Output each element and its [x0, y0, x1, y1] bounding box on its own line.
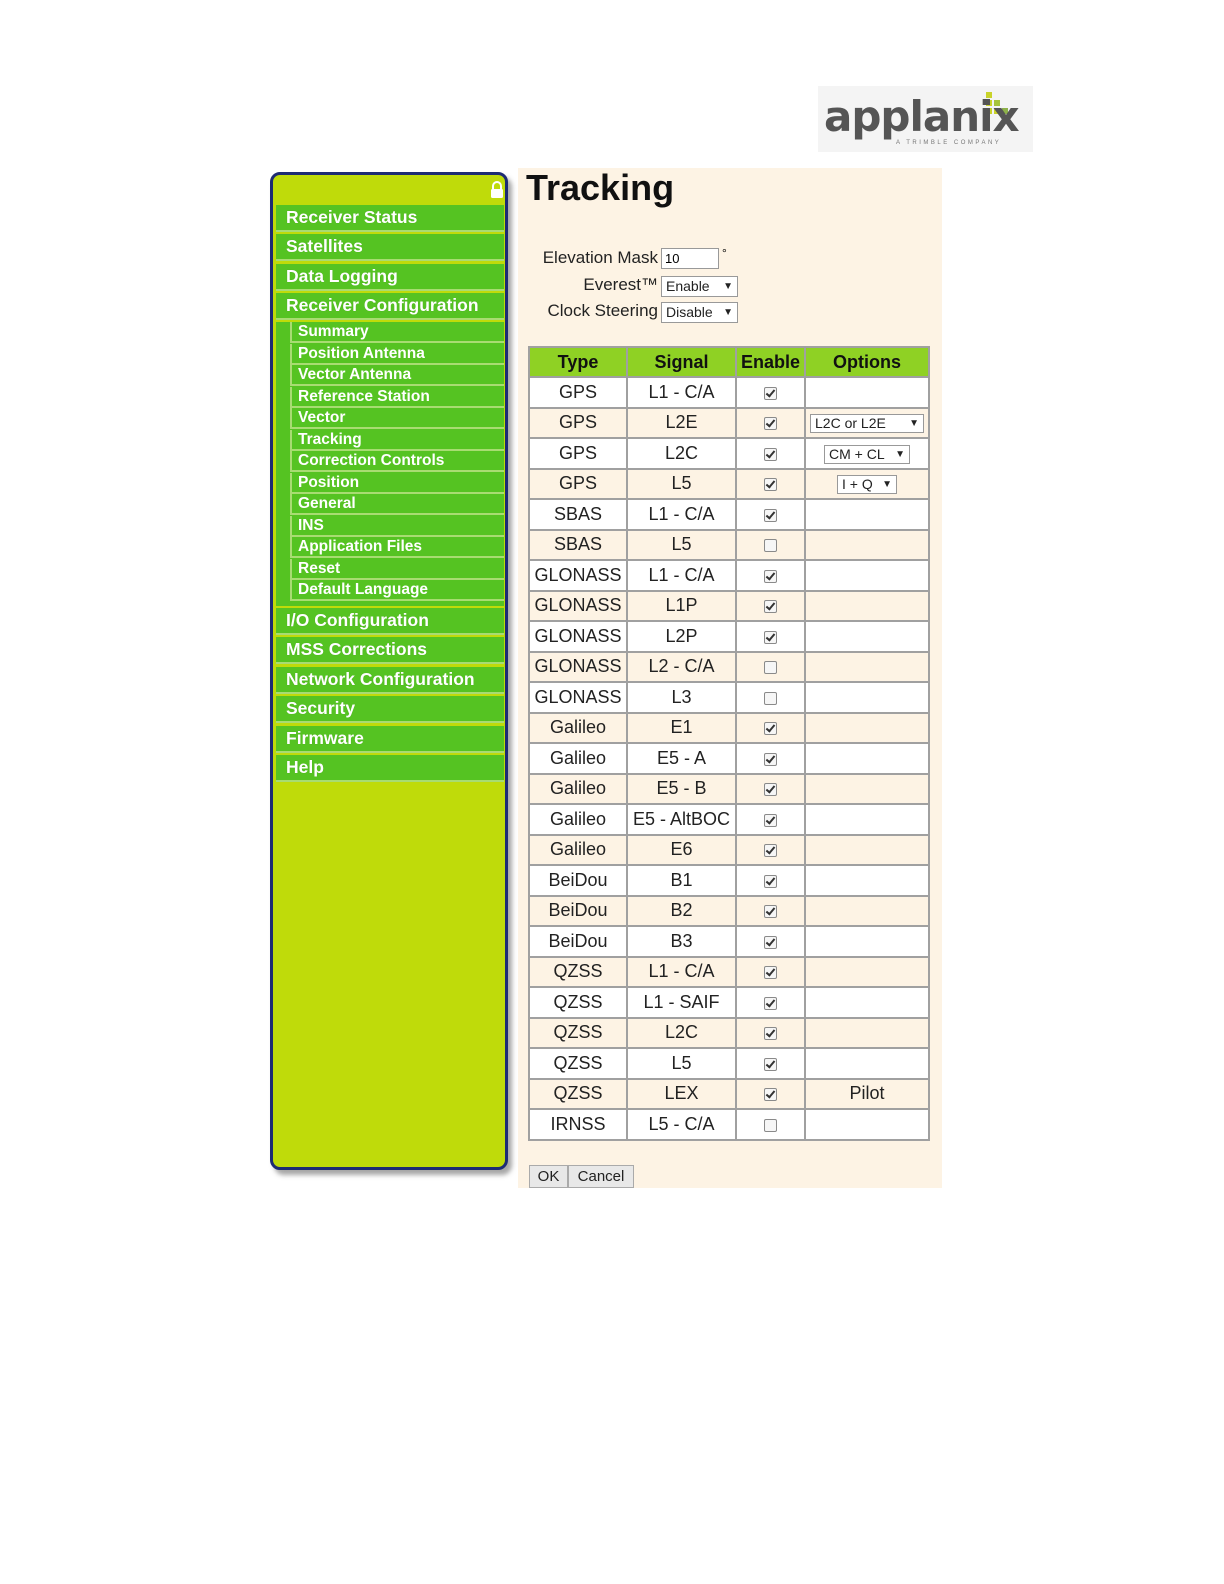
submenu-item-reference-station[interactable]: Reference Station: [290, 387, 504, 408]
column-header-type: Type: [529, 347, 627, 377]
submenu-item-general[interactable]: General: [290, 494, 504, 515]
cell-options: [805, 865, 929, 896]
sidebar-item-io-configuration[interactable]: I/O Configuration: [276, 608, 504, 635]
cell-signal: B2: [627, 896, 736, 927]
table-row: [529, 865, 929, 896]
enable-checkbox[interactable]: [764, 814, 777, 827]
table-row: [529, 926, 929, 957]
cell-signal: E5 - B: [627, 774, 736, 805]
cell-enable: [736, 469, 805, 500]
clock-steering-select[interactable]: [661, 302, 738, 323]
cell-type: Galileo: [529, 774, 627, 805]
sidebar-item-satellites[interactable]: Satellites: [276, 234, 504, 261]
cell-options: [805, 499, 929, 530]
cell-signal: L1 - C/A: [627, 560, 736, 591]
cell-signal: L5: [627, 530, 736, 561]
cell-options: [805, 743, 929, 774]
cell-signal: E5 - A: [627, 743, 736, 774]
cell-enable: [736, 774, 805, 805]
cell-options: [805, 438, 929, 469]
cell-enable: [736, 591, 805, 622]
cell-options: [805, 682, 929, 713]
cell-type: SBAS: [529, 530, 627, 561]
enable-checkbox[interactable]: [764, 936, 777, 949]
cell-signal: L5 - C/A: [627, 1109, 736, 1140]
cell-enable: [736, 438, 805, 469]
cell-options: [805, 1048, 929, 1079]
enable-checkbox[interactable]: [764, 783, 777, 796]
submenu-item-position[interactable]: Position: [290, 473, 504, 494]
cell-signal: L1 - C/A: [627, 957, 736, 988]
cell-type: QZSS: [529, 987, 627, 1018]
chevron-down-icon: ▼: [895, 448, 905, 460]
cell-enable: [736, 621, 805, 652]
cell-signal: L2P: [627, 621, 736, 652]
chevron-down-icon: ▼: [723, 281, 733, 292]
cell-type: GPS: [529, 438, 627, 469]
column-header-options: Options: [805, 347, 929, 377]
cell-enable: [736, 530, 805, 561]
cell-options: [805, 377, 929, 408]
sidebar-item-network-configuration[interactable]: Network Configuration: [276, 667, 504, 694]
chevron-down-icon: ▼: [909, 418, 919, 429]
cell-enable: [736, 743, 805, 774]
table-row: [529, 835, 929, 866]
enable-checkbox[interactable]: [764, 417, 777, 430]
submenu-item-position-antenna[interactable]: Position Antenna: [290, 344, 504, 365]
logo-tagline: A TRIMBLE COMPANY: [896, 140, 1002, 146]
cell-options: [805, 896, 929, 927]
cell-signal: L5: [627, 1048, 736, 1079]
cell-options: [805, 591, 929, 622]
table-row: [529, 957, 929, 988]
cell-signal: L1 - SAIF: [627, 987, 736, 1018]
cell-type: GLONASS: [529, 682, 627, 713]
table-row: [529, 499, 929, 530]
table-row: [529, 1079, 929, 1110]
cell-options: [805, 408, 929, 439]
enable-checkbox[interactable]: [764, 1058, 777, 1071]
cell-enable: [736, 804, 805, 835]
cell-options: [805, 713, 929, 744]
table-row: [529, 1048, 929, 1079]
cell-type: BeiDou: [529, 926, 627, 957]
cancel-button[interactable]: Cancel: [568, 1165, 634, 1188]
cell-options: [805, 804, 929, 835]
cell-options: [805, 469, 929, 500]
cell-type: SBAS: [529, 499, 627, 530]
column-header-enable: Enable: [736, 347, 805, 377]
cell-enable: [736, 408, 805, 439]
enable-checkbox[interactable]: [764, 1027, 777, 1040]
cell-type: Galileo: [529, 743, 627, 774]
cell-signal: L1 - C/A: [627, 377, 736, 408]
table-row: [529, 591, 929, 622]
cell-type: QZSS: [529, 1048, 627, 1079]
table-row: [529, 1018, 929, 1049]
enable-checkbox[interactable]: [764, 905, 777, 918]
table-row: [529, 377, 929, 408]
enable-checkbox[interactable]: [764, 875, 777, 888]
cell-options: [805, 957, 929, 988]
applanix-logo: [818, 86, 1033, 152]
cell-type: BeiDou: [529, 896, 627, 927]
options-select[interactable]: [824, 445, 910, 464]
enable-checkbox[interactable]: [764, 509, 777, 522]
everest-select-value: Enable: [666, 278, 710, 294]
options-select-value: CM + CL: [829, 445, 885, 462]
clock-steering-select-value: Disable: [666, 304, 713, 320]
enable-checkbox[interactable]: [764, 661, 777, 674]
main-content: [518, 168, 942, 1188]
table-row: [529, 774, 929, 805]
options-text: Pilot: [849, 1083, 885, 1104]
cell-type: GLONASS: [529, 621, 627, 652]
cell-options: [805, 774, 929, 805]
cell-type: QZSS: [529, 957, 627, 988]
cell-signal: L1P: [627, 591, 736, 622]
cell-enable: [736, 560, 805, 591]
cell-signal: L2C: [627, 1018, 736, 1049]
enable-checkbox[interactable]: [764, 692, 777, 705]
sidebar-item-help[interactable]: Help: [276, 755, 504, 782]
enable-checkbox[interactable]: [764, 1088, 777, 1101]
cell-type: Galileo: [529, 804, 627, 835]
submenu-item-summary[interactable]: Summary: [290, 322, 504, 343]
cell-enable: [736, 1109, 805, 1140]
cell-type: GPS: [529, 469, 627, 500]
chevron-down-icon: ▼: [723, 307, 733, 318]
enable-checkbox[interactable]: [764, 844, 777, 857]
enable-checkbox[interactable]: [764, 478, 777, 491]
enable-checkbox[interactable]: [764, 966, 777, 979]
cell-options: [805, 835, 929, 866]
cell-type: QZSS: [529, 1079, 627, 1110]
cell-type: GLONASS: [529, 560, 627, 591]
cell-enable: [736, 713, 805, 744]
enable-checkbox[interactable]: [764, 570, 777, 583]
page-title: Tracking: [526, 167, 675, 208]
elevation-mask-label: Elevation Mask: [542, 248, 658, 267]
table-row: [529, 469, 929, 500]
submenu-item-ins[interactable]: INS: [290, 516, 504, 537]
cell-options: [805, 987, 929, 1018]
enable-checkbox[interactable]: [764, 387, 777, 400]
submenu-item-application-files[interactable]: Application Files: [290, 537, 504, 558]
cell-enable: [736, 835, 805, 866]
table-row: [529, 530, 929, 561]
table-row: [529, 896, 929, 927]
table-row: [529, 804, 929, 835]
cell-enable: [736, 377, 805, 408]
sidebar-item-mss-corrections[interactable]: MSS Corrections: [276, 637, 504, 664]
cell-enable: [736, 1048, 805, 1079]
enable-checkbox[interactable]: [764, 600, 777, 613]
table-header-row: [529, 347, 929, 377]
elevation-mask-input[interactable]: [661, 248, 719, 269]
cell-type: GLONASS: [529, 652, 627, 683]
cell-type: GLONASS: [529, 591, 627, 622]
table-row: [529, 438, 929, 469]
cell-type: GPS: [529, 408, 627, 439]
submenu-item-reset[interactable]: Reset: [290, 559, 504, 580]
submenu-item-default-language[interactable]: Default Language: [290, 580, 504, 601]
options-select-value: I + Q: [842, 476, 873, 492]
cell-options: [805, 926, 929, 957]
cell-options: [805, 1018, 929, 1049]
table-row: [529, 713, 929, 744]
sidebar-nav: [270, 172, 508, 1170]
cell-enable: [736, 682, 805, 713]
cell-enable: [736, 957, 805, 988]
enable-checkbox[interactable]: [764, 539, 777, 552]
enable-checkbox[interactable]: [764, 1119, 777, 1132]
cell-signal: E5 - AltBOC: [627, 804, 736, 835]
cell-type: GPS: [529, 377, 627, 408]
cell-signal: B3: [627, 926, 736, 957]
cell-signal: B1: [627, 865, 736, 896]
cell-enable: [736, 1018, 805, 1049]
cell-options: [805, 1079, 929, 1110]
cell-enable: [736, 926, 805, 957]
cell-enable: [736, 896, 805, 927]
tracking-table: [528, 346, 930, 1141]
table-row: [529, 408, 929, 439]
sidebar-item-receiver-status[interactable]: Receiver Status: [276, 205, 504, 232]
cell-options: [805, 652, 929, 683]
cell-type: Galileo: [529, 713, 627, 744]
column-header-signal: Signal: [627, 347, 736, 377]
enable-checkbox[interactable]: [764, 753, 777, 766]
cell-signal: L2C: [627, 438, 736, 469]
options-select-value: L2C or L2E: [815, 415, 886, 431]
table-row: [529, 652, 929, 683]
table-row: [529, 743, 929, 774]
cell-signal: L1 - C/A: [627, 499, 736, 530]
cell-enable: [736, 987, 805, 1018]
cell-signal: L2E: [627, 408, 736, 439]
enable-checkbox[interactable]: [764, 631, 777, 644]
degree-unit: °: [722, 246, 727, 260]
chevron-down-icon: ▼: [882, 479, 892, 490]
table-row: [529, 621, 929, 652]
options-select[interactable]: [810, 414, 924, 433]
cell-signal: LEX: [627, 1079, 736, 1110]
cell-signal: L5: [627, 469, 736, 500]
everest-label: Everest™: [583, 275, 658, 294]
cell-type: Galileo: [529, 835, 627, 866]
cell-signal: L2 - C/A: [627, 652, 736, 683]
cell-signal: L3: [627, 682, 736, 713]
sidebar-item-firmware[interactable]: Firmware: [276, 726, 504, 753]
cell-options: [805, 621, 929, 652]
cell-enable: [736, 499, 805, 530]
sidebar-item-security[interactable]: Security: [276, 696, 504, 723]
enable-checkbox[interactable]: [764, 997, 777, 1010]
sidebar-item-data-logging[interactable]: Data Logging: [276, 264, 504, 291]
lock-icon[interactable]: [489, 181, 505, 199]
cell-type: BeiDou: [529, 865, 627, 896]
cell-type: IRNSS: [529, 1109, 627, 1140]
table-row: [529, 987, 929, 1018]
enable-checkbox[interactable]: [764, 722, 777, 735]
cell-enable: [736, 652, 805, 683]
cell-options: [805, 560, 929, 591]
table-row: [529, 560, 929, 591]
cell-options: [805, 1109, 929, 1140]
enable-checkbox[interactable]: [764, 448, 777, 461]
cell-type: QZSS: [529, 1018, 627, 1049]
cell-signal: E6: [627, 835, 736, 866]
submenu-receiver-configuration: [276, 322, 504, 606]
submenu-item-vector-antenna[interactable]: Vector Antenna: [290, 365, 504, 386]
sidebar-item-receiver-configuration[interactable]: Receiver Configuration: [276, 293, 504, 320]
submenu-item-correction-controls[interactable]: Correction Controls: [290, 451, 504, 472]
everest-select[interactable]: [661, 276, 738, 297]
cell-signal: E1: [627, 713, 736, 744]
table-row: [529, 1109, 929, 1140]
submenu-item-tracking[interactable]: Tracking: [290, 430, 504, 451]
options-select[interactable]: [837, 475, 897, 494]
clock-steering-label: Clock Steering: [547, 301, 658, 320]
cell-enable: [736, 1079, 805, 1110]
logo-wordmark: applanix: [824, 92, 1019, 141]
table-row: [529, 682, 929, 713]
cell-enable: [736, 865, 805, 896]
ok-button[interactable]: OK: [529, 1165, 568, 1188]
cell-options: [805, 530, 929, 561]
submenu-item-vector[interactable]: Vector: [290, 408, 504, 429]
